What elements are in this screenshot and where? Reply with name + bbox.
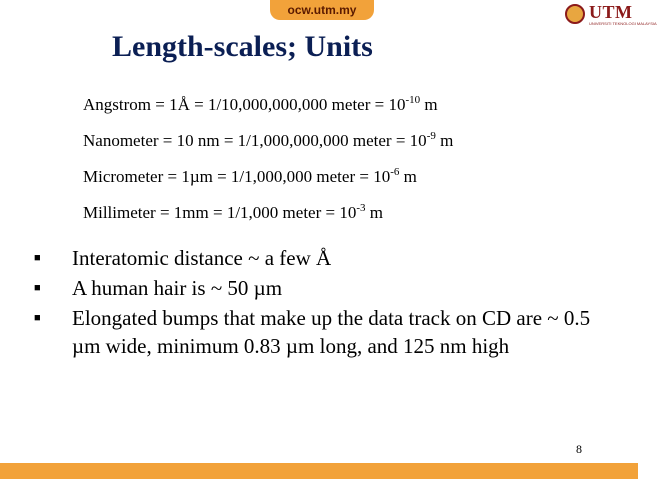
logo-text: UTM [589, 2, 633, 22]
bullet-item [34, 274, 602, 302]
bullet-text: A human hair is ~ 50 µm [72, 276, 283, 300]
definition-text: Micrometer = 1µm = 1/1,000,000 meter = 10 [83, 167, 391, 186]
square-bullet-icon: ■ [34, 282, 41, 294]
bullet-item [34, 244, 602, 272]
definition-nanometer [83, 128, 453, 164]
definition-exponent: -3 [356, 202, 366, 214]
definition-angstrom [83, 92, 453, 128]
definition-millimeter [83, 200, 453, 236]
definition-unit: m [365, 203, 383, 222]
bullet-text: Elongated bumps that make up the data track on CD are ~ 0.5 µm wide, minimum 0.83 µm long, and 125 nm high [72, 306, 591, 358]
definition-exponent: -10 [405, 94, 421, 106]
logo-subtitle: UNIVERSITI TEKNOLOGI MALAYSIA [589, 21, 657, 26]
bullet-list [34, 244, 602, 362]
bullet-item [34, 304, 602, 360]
definition-text: Nanometer = 10 nm = 1/1,000,000,000 meter = 10 [83, 131, 427, 150]
definition-micrometer [83, 164, 453, 200]
definition-text: Angstrom = 1Å = 1/10,000,000,000 meter = 10 [83, 95, 406, 114]
definition-exponent: -9 [426, 130, 436, 142]
square-bullet-icon: ■ [34, 252, 41, 264]
site-url-tab[interactable]: ocw.utm.my [270, 0, 374, 20]
definition-unit: m [420, 95, 438, 114]
footer-bar [0, 463, 638, 479]
definition-exponent: -6 [390, 166, 400, 178]
definitions-list [83, 92, 453, 236]
bullet-text: Interatomic distance ~ a few Å [72, 246, 332, 270]
definition-unit: m [435, 131, 454, 150]
utm-logo [565, 2, 657, 28]
definition-unit: m [399, 167, 417, 186]
crest-icon [565, 4, 585, 24]
definition-text: Millimeter = 1mm = 1/1,000 meter = 10 [83, 203, 357, 222]
page-number: 8 [576, 442, 582, 456]
square-bullet-icon: ■ [34, 312, 41, 324]
slide-title: Length-scales; Units [112, 30, 373, 63]
